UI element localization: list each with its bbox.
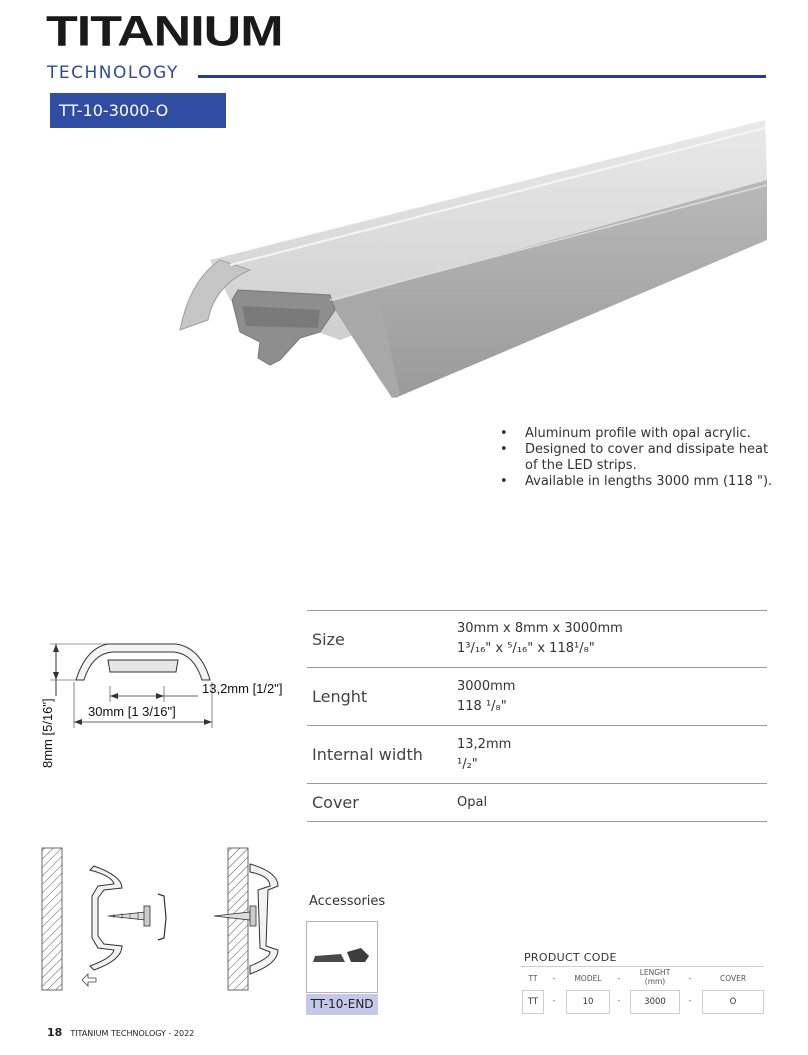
product-image — [170, 110, 770, 405]
page-footer — [47, 1026, 194, 1039]
pc-header: TT — [528, 974, 538, 983]
spec-label: Lenght — [307, 668, 452, 726]
dimension-drawing — [36, 636, 298, 772]
accessory-label: TT-10-END — [306, 994, 378, 1015]
accessory-image-box — [306, 921, 378, 993]
spec-value: 13,2mm — [457, 736, 512, 752]
spec-table — [307, 610, 767, 822]
spec-label: Internal width — [307, 726, 452, 784]
spec-row — [307, 668, 767, 726]
overall-width-label: 30mm [1 3/16"] — [88, 704, 176, 719]
spec-imperial: 1³/₁₆" x ⁵/₁₆" x 118¹/₈" — [457, 641, 595, 656]
feature-item: • Available in lengths 3000 mm (118 "). — [500, 474, 780, 490]
pc-value: TT — [522, 990, 544, 1014]
spec-imperial: ¹/₂" — [457, 756, 478, 772]
spec-value: 3000mm — [457, 678, 516, 694]
brand-logo: TITANIUM — [46, 7, 283, 56]
pc-separator: - — [617, 996, 621, 1005]
pc-separator: - — [688, 996, 692, 1005]
pc-value: 3000 — [630, 990, 680, 1014]
header-divider — [198, 75, 766, 78]
page-number: 18 — [47, 1026, 63, 1039]
accessories-title: Accessories — [309, 894, 386, 909]
product-code-divider — [520, 966, 764, 967]
spec-row — [307, 726, 767, 784]
pc-header: COVER — [719, 974, 747, 983]
product-code-badge: TT-10-3000-O — [50, 93, 226, 128]
spec-row — [307, 784, 767, 822]
feature-item: • Designed to cover and dissipate heat of the LED strips. — [500, 442, 780, 474]
spec-value: Opal — [457, 794, 488, 810]
pc-header: MODEL — [574, 974, 602, 983]
spec-imperial: 118 ¹/₈" — [457, 698, 507, 714]
pc-separator: - — [688, 974, 692, 983]
end-cap-image — [307, 922, 377, 992]
installation-drawing — [38, 846, 296, 992]
pc-separator: - — [617, 974, 621, 983]
spec-row — [307, 611, 767, 668]
internal-width-label: 13,2mm [1/2"] — [202, 681, 283, 696]
feature-list — [500, 426, 780, 490]
pc-separator: - — [552, 996, 556, 1005]
pc-header: LENGHT (mm) — [639, 968, 671, 986]
pc-separator: - — [552, 974, 556, 983]
brand-subtitle: TECHNOLOGY — [47, 63, 179, 83]
feature-item: • Aluminum profile with opal acrylic. — [500, 426, 780, 442]
pc-value: 10 — [566, 990, 610, 1014]
pc-value: O — [702, 990, 764, 1014]
product-code-title: PRODUCT CODE — [524, 951, 617, 964]
spec-label: Size — [307, 611, 452, 668]
height-dimension-label: 8mm [5/16"] — [40, 698, 55, 768]
footer-text: TITANIUM TECHNOLOGY - 2022 — [70, 1029, 195, 1038]
spec-label: Cover — [307, 784, 452, 822]
spec-value: 30mm x 8mm x 3000mm — [457, 621, 623, 636]
